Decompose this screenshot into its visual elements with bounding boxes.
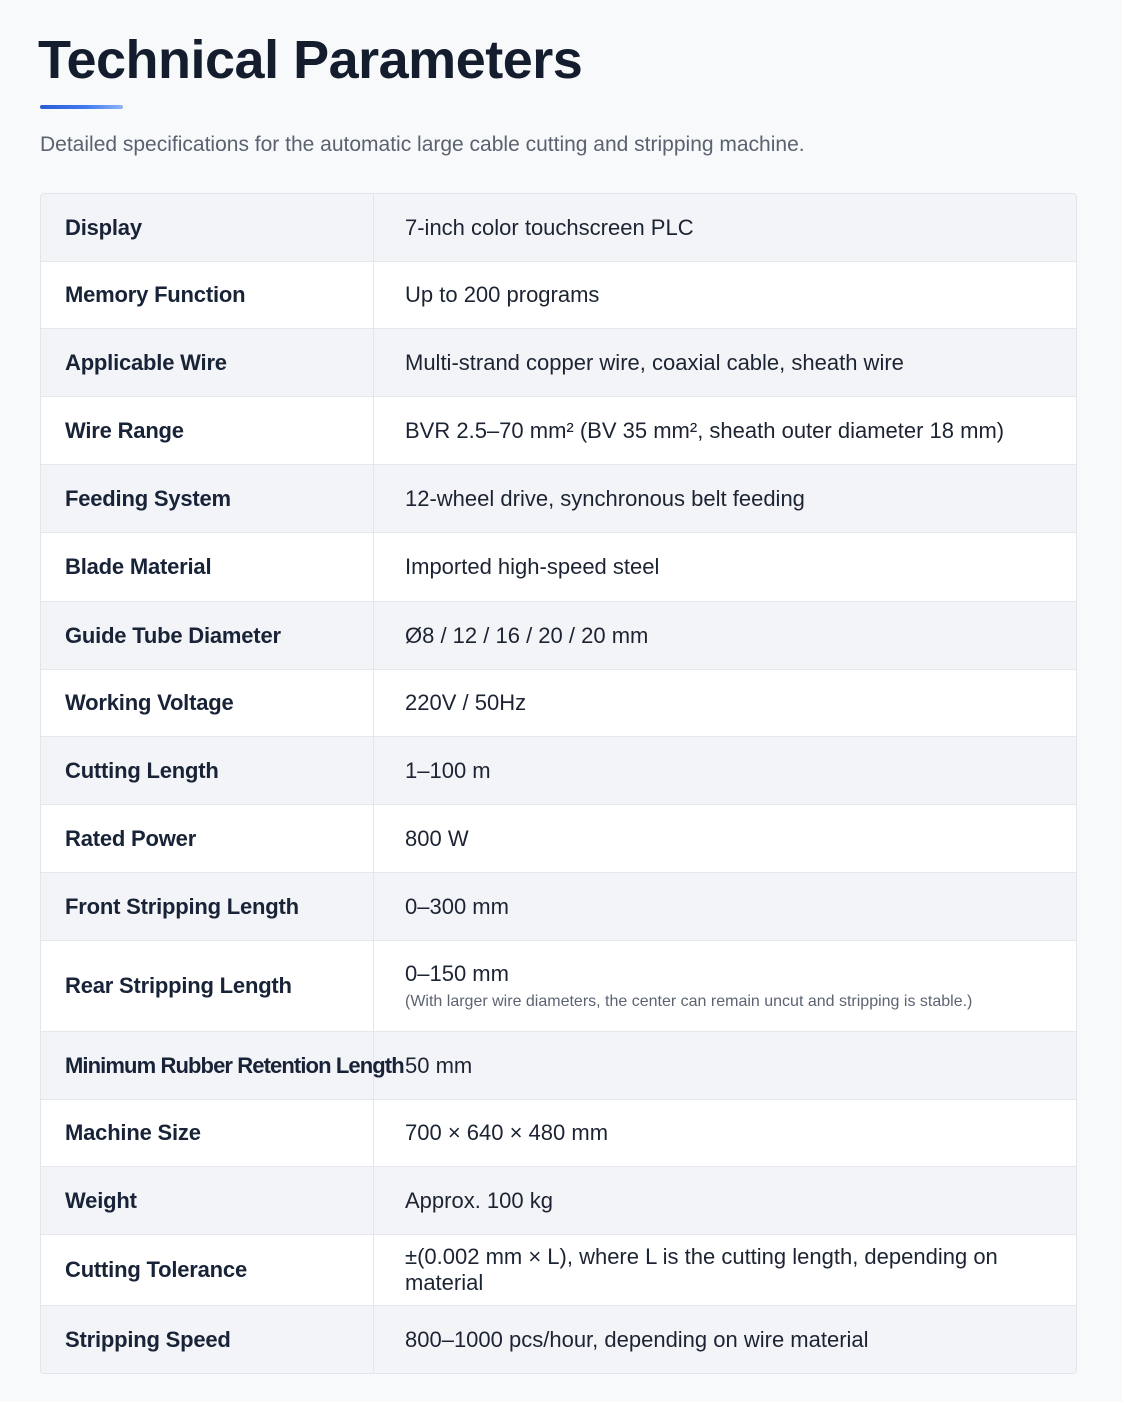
- spec-row: [41, 532, 1076, 601]
- spec-label: Front Stripping Length: [41, 873, 374, 940]
- spec-row: [41, 872, 1076, 940]
- spec-label: Stripping Speed: [41, 1306, 374, 1373]
- spec-value: 12-wheel drive, synchronous belt feeding: [405, 485, 805, 511]
- spec-row: [41, 1305, 1076, 1373]
- spec-row: [41, 328, 1076, 396]
- spec-row: [41, 1166, 1076, 1234]
- spec-label: Blade Material: [41, 533, 374, 601]
- spec-label: Machine Size: [41, 1100, 374, 1166]
- spec-label: Wire Range: [41, 397, 374, 464]
- spec-row: [41, 194, 1076, 261]
- spec-value: 0–300 mm: [405, 893, 509, 919]
- spec-label: Guide Tube Diameter: [41, 602, 374, 669]
- spec-value: 50 mm: [405, 1052, 473, 1078]
- spec-label: Cutting Length: [41, 737, 374, 804]
- spec-row: [41, 1031, 1076, 1099]
- spec-value: Ø8 / 12 / 16 / 20 / 20 mm: [405, 622, 649, 648]
- spec-row: [41, 396, 1076, 464]
- spec-row: [41, 669, 1076, 736]
- spec-value: 800–1000 pcs/hour, depending on wire material: [405, 1326, 869, 1352]
- spec-label: Minimum Rubber Retention Length: [41, 1032, 374, 1099]
- spec-row: [41, 464, 1076, 532]
- page-subtitle: Detailed specifications for the automatic large cable cutting and stripping machine.: [40, 133, 805, 156]
- page-title: Technical Parameters: [38, 30, 583, 90]
- spec-label: Rated Power: [41, 805, 374, 872]
- spec-row: [41, 261, 1076, 328]
- spec-table: [40, 193, 1077, 1374]
- spec-value: 1–100 m: [405, 757, 491, 783]
- spec-value: 7-inch color touchscreen PLC: [405, 214, 694, 240]
- spec-label: Memory Function: [41, 262, 374, 328]
- spec-label: Applicable Wire: [41, 329, 374, 396]
- spec-row: [41, 1234, 1076, 1305]
- spec-row: [41, 940, 1076, 1031]
- spec-value: 0–150 mm (With larger wire diameters, the center can remain uncut and stripping is stable.): [374, 941, 1076, 1031]
- spec-label: Cutting Tolerance: [41, 1235, 374, 1305]
- spec-value: Up to 200 programs: [405, 282, 600, 307]
- spec-label: Display: [41, 194, 374, 261]
- title-accent-bar: [40, 105, 123, 109]
- spec-note: (With larger wire diameters, the center can remain uncut and stripping is stable.): [405, 993, 973, 1010]
- spec-value: 700 × 640 × 480 mm: [405, 1120, 609, 1145]
- spec-value: Multi-strand copper wire, coaxial cable, sheath wire: [405, 349, 904, 375]
- spec-label: Rear Stripping Length: [41, 941, 374, 1031]
- spec-value: ±(0.002 mm × L), where L is the cutting length, depending on material: [405, 1244, 998, 1295]
- spec-value: 800 W: [405, 825, 469, 851]
- spec-label: Feeding System: [41, 465, 374, 532]
- spec-value: BVR 2.5–70 mm² (BV 35 mm², sheath outer diameter 18 mm): [405, 417, 1005, 443]
- spec-row: [41, 804, 1076, 872]
- spec-value: 220V / 50Hz: [405, 690, 527, 715]
- spec-row: [41, 736, 1076, 804]
- spec-row: [41, 1099, 1076, 1166]
- spec-row: [41, 601, 1076, 669]
- spec-value: Approx. 100 kg: [405, 1187, 553, 1213]
- spec-label: Weight: [41, 1167, 374, 1234]
- spec-label: Working Voltage: [41, 670, 374, 736]
- spec-value: Imported high-speed steel: [405, 554, 660, 579]
